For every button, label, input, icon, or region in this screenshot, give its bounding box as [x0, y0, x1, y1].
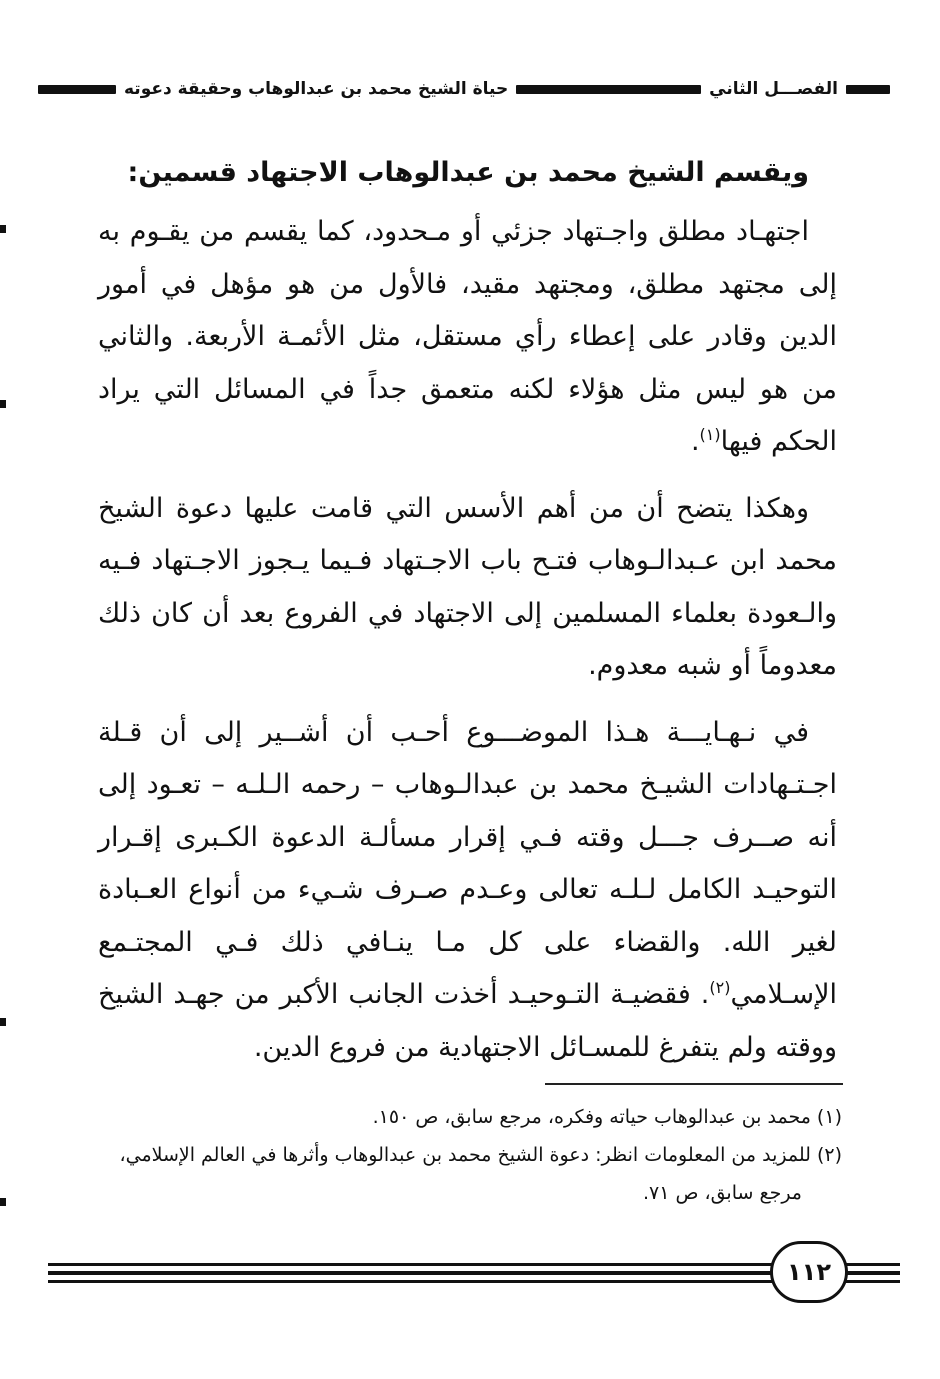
- scan-artifact: [0, 225, 6, 233]
- footnote-1: (١) محمد بن عبدالوهاب حياته وفكره، مرجع سابق، ص ١٥٠.: [372, 1106, 842, 1128]
- paragraph-end: .: [690, 426, 700, 457]
- scan-artifact: [0, 1018, 6, 1026]
- footnote-reference: (١): [699, 425, 721, 444]
- header-rule: [38, 85, 116, 94]
- paragraph-text: اجتهـاد مطلق واجـتهاد جزئي أو مـحدود، كما يقسم من يقـوم به إلى مجتهد مطلق، ومجتهد مقيد، فالأول من هو مؤهل في أمور الدين وقادر على إعطاء رأي مستقل، مثل الأئمـة الأربعة. والثاني من هو ليس مثل هؤلاء لكنه متعمق جداً في المسائل التي يراد الحكم فيها: [98, 216, 837, 457]
- footnote-separator: [545, 1083, 843, 1085]
- paragraph: [98, 206, 837, 469]
- paragraph-end: . فقضيـة التـوحيـد أخذت الجانب الأكبر من جهـد الشيخ ووقته ولم يتفرغ للمسـائل الاجتهادية من فروع الدين.: [98, 979, 837, 1063]
- footnotes: [98, 1098, 842, 1212]
- footnote-2-continuation: مرجع سابق، ص ٧١.: [642, 1182, 802, 1204]
- section-heading: ويقسم الشيخ محمد بن عبدالوهاب الاجتهاد قسمين:: [127, 157, 809, 188]
- paragraph-text: في نـهـايـــة هـذا الموضـــوع أحـب أن أشــير إلى أن قـلة اجـتـهادات الشيـخ محمد بن عبدالـوهاب – رحمه الـلـه – تعـود إلى أنه صــرف جـــل وقته فـي إقرار مسألـة الدعوة الكـبرى إقـرار التوحيـد الكامل لـلـه تعالى وعـدم صـرف شـيء من أنواع العـبادة لغير الله. والقضاء على كل مـا ينـافي ذلك فـي المجتـمع الإسـلامي: [98, 716, 837, 1010]
- header-rule: [516, 85, 701, 94]
- scan-artifact: [0, 1198, 6, 1206]
- paragraph: [98, 707, 837, 1075]
- paragraph-text: وهكذا يتضح أن من أهم الأسس التي قامت عليها دعوة الشيخ محمد ابن عـبدالـوهاب فتـح باب الاجـتهاد فـيما يـجوز الاجـتهاد فـيه والـعودة بعلماء المسلمين إلى الاجتهاد في الفروع بعد أن كان ذلك معدوماً أو شبه معدوم.: [98, 492, 837, 681]
- running-header: [38, 72, 890, 106]
- body-text: [98, 150, 837, 1088]
- chapter-label: الفصـــل الثاني: [709, 78, 838, 99]
- book-title: حياة الشيخ محمد بن عبدالوهاب وحقيقة دعوته: [124, 78, 509, 99]
- header-rule: [846, 85, 890, 94]
- scan-artifact: [0, 400, 6, 408]
- paragraph: [98, 483, 837, 693]
- page-number: ١١٢: [770, 1241, 848, 1303]
- footnote-2: (٢) للمزيد من المعلومات انظر: دعوة الشيخ محمد بن عبدالوهاب وأثرها في العالم الإسلامي،: [119, 1144, 842, 1166]
- footnote-reference: (٢): [709, 978, 731, 997]
